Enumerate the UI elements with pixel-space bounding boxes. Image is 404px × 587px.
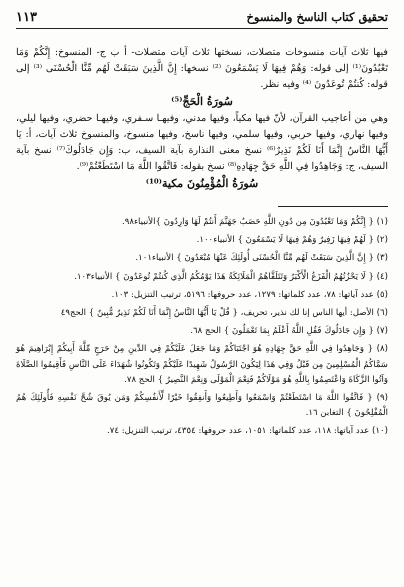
footnote: (٧) { وَإِن جَادَلُوكَ فَقُلِ اللَّهُ أَعْلَمُ بِمَا تَعْمَلُونَ } الحج ٦٨. <box>190 326 388 337</box>
footnote: (٨) { وَجَاهِدُوا فِي اللَّهِ حَقَّ جِهَادِهِ هُوَ اجْتَبَاكُمْ وَمَا جَعَلَ عَلَيْكُمْ فِي الدِّينِ مِنْ حَرَجٍ مِّلَّةَ أَبِيكُمْ إِبْرَاهِيمَ هُوَ سَمَّاكُمُ الْمُسْلِمِينَ مِن قَبْلُ وَفِي هَذَا لِيَكُونَ الرَّسُولُ شَهِيدًا عَلَيْكُمْ وَتَكُونُوا شُهَدَاءَ عَلَى النَّاسِ فَأَقِيمُوا الصَّلَاةَ وَآتُوا الزَّكَاةَ وَاعْتَصِمُوا بِاللَّهِ هُوَ مَوْلَاكُمْ فَنِعْمَ الْمَوْلَى وَنِعْمَ النَّصِيرُ } الحج ٧٨. <box>16 344 388 385</box>
footnote: (٢) { لَهُمْ فِيهَا زَفِيرٌ وَهُمْ فِيهَا لَا يَسْمَعُونَ } الأنبياء١٠٠. <box>196 235 388 246</box>
footnote: (٩) { فَاتَّقُوا اللَّهَ مَا اسْتَطَعْتُمْ وَاسْمَعُوا وَأَطِيعُوا وَأَنفِقُوا خَيْرًا لِّأَنفُسِكُمْ وَمَن يُوقَ شُحَّ نَفْسِهِ فَأُولَئِكَ هُمُ الْمُفْلِحُونَ } التغابن ١٦. <box>16 393 389 419</box>
running-header <box>16 10 388 29</box>
header-title: تحقيق كتاب الناسخ والمنسوخ <box>246 10 388 24</box>
paragraph-1: فيها ثلاث آيات منسوخات متصلات، نسختها ثلاث آيات متصلات- أ ب ج- المنسوخ: إِنَّكُمْ وَمَا تَعْبُدُونَ⁽¹⁾ إلى قوله: وَهُمْ فِيهَا لَا يَسْمَعُونَ ⁽²⁾ نسخها: إِنَّ الَّذِينَ سَبَقَتْ لَهُم مِّنَّا الْحُسْنَى ⁽³⁾ إلى قوله: كُنتُمْ تُوعَدُونَ ⁽⁴⁾ وفيه نظر. <box>16 47 388 90</box>
main-text <box>16 45 388 192</box>
footnote: (٤) { لَا يَحْزُنُهُمُ الْفَزَعُ الْأَكْبَرُ وَتَتَلَقَّاهُمُ الْمَلَائِكَةُ هَذَا يَوْمُكُمُ الَّذِي كُنتُمْ تُوعَدُونَ } الأنبياء١٠٣. <box>74 271 388 282</box>
footnotes <box>16 215 388 440</box>
footnote: (١٠) عدد آياتها: ١١٨، عدد كلماتها: ١٠٥١، عدد حروفها: ٤٣٥٤، ترتيب التنزيل: ٧٤. <box>107 426 388 437</box>
footnote: (٥) عدد آياتها: ٧٨، عدد كلماتها: ١٢٧٩، عدد حروفها: ٥١٩٦، ترتيب التنزيل: ١٠٣. <box>111 289 388 300</box>
page-number: ١١٣ <box>16 10 37 25</box>
paragraph-2: وهي من أعاجيب القرآن، لأنّ فيها مكياً، وفيها مدني، وفيهـا سـفري، وفيهـا حضري، وفيها ليلي، وفيها نهاري، وفيها حربي، وفيها سلمي، وفيها ناسخ، وفيها منسوخ، والمنسوخ ثلاث آيات، أ: يَا أَيُّهَا النَّاسُ إِنَّمَا أَنَا لَكُمْ نَذِيرٌ⁽⁶⁾ نسخ معنى النذارة بآية السيف، ب: وَإِن جَادَلُوكَ⁽⁷⁾ نسخ بآية السيف، ج: وَجَاهِدُوا فِي اللَّهِ حَقَّ جِهَادِهِ⁽⁸⁾ نسخ بقوله: فَاتَّقُوا اللَّهَ مَا اسْتَطَعْتُمْ⁽⁹⁾. <box>16 113 388 172</box>
sura-heading-hajj: سُورَةُ الْحَجِّ⁽⁵⁾ <box>171 95 233 108</box>
footnote-separator <box>278 206 388 207</box>
sura-heading-muminun: سُورَةُ الْمُؤْمِنُونَ مكية⁽¹⁰⁾ <box>145 177 259 190</box>
footnote: (١) { إِنَّكُمْ وَمَا تَعْبُدُونَ مِن دُونِ اللَّهِ حَصَبُ جَهَنَّمَ أَنتُمْ لَهَا وَارِدُونَ }الأنبياء٩٨. <box>122 217 388 227</box>
footnote: (٦) الأصل: أيها الناس إنا لك نذير، تحريف، { قُلْ يَا أَيُّهَا النَّاسُ إِنَّمَا أَنَا لَكُمْ نَذِيرٌ مُّبِينٌ } الحج٤٩ <box>60 308 388 319</box>
footnote: (٣) { إِنَّ الَّذِينَ سَبَقَتْ لَهُم مِّنَّا الْحُسْنَى أُولَئِكَ عَنْهَا مُبْعَدُونَ } الأنبياء١٠١. <box>135 253 388 264</box>
